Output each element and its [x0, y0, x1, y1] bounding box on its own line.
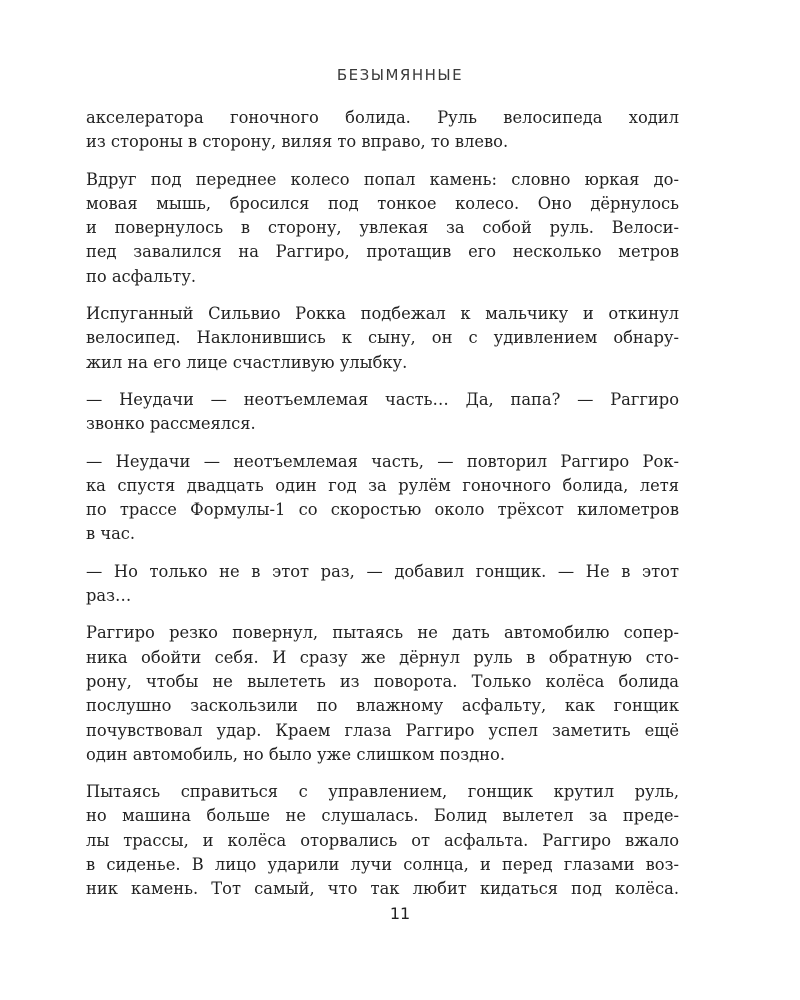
page-number: 11: [389, 904, 411, 923]
paragraph-5: [86, 450, 679, 547]
text-line: послушно заскользили по влажному асфальту, как гонщик: [86, 696, 679, 716]
text-line: Раггиро резко повернул, пытаясь не дать автомобилю сопер-: [86, 623, 679, 643]
paragraph-8: [86, 780, 679, 901]
text-line: один автомобиль, но было уже слишком поздно.: [86, 744, 505, 764]
body-text: [86, 106, 679, 915]
text-line: раз…: [86, 586, 132, 606]
text-line: Испуганный Сильвио Рокка подбежал к мальчику и откинул: [86, 304, 679, 324]
text-line: жил на его лице счастливую улыбку.: [86, 352, 408, 372]
text-line: по асфальту.: [86, 266, 197, 286]
text-line: ника обойти себя. И сразу же дёрнул руль в обратную сто-: [86, 647, 679, 667]
text-line: ник камень. Тот самый, что так любит кидаться под колёса.: [86, 879, 679, 899]
text-line: из стороны в сторону, виляя то вправо, то влево.: [86, 132, 509, 152]
text-line: мовая мышь, бросился под тонкое колесо. Оно дёрнулось: [86, 193, 679, 213]
text-line: лы трассы, и колёса оторвались от асфальта. Раггиро вжало: [86, 830, 679, 850]
paragraph-4: [86, 388, 679, 437]
text-line: — Но только не в этот раз, — добавил гонщик. — Не в этот: [86, 561, 679, 581]
text-line: в сиденье. В лицо ударили лучи солнца, и перед глазами воз-: [86, 855, 679, 875]
paragraph-7: [86, 621, 679, 767]
running-header: БЕЗЫМЯННЫЕ: [336, 66, 464, 84]
paragraph-6: [86, 560, 679, 609]
text-line: Пытаясь справиться с управлением, гонщик крутил руль,: [86, 782, 679, 802]
text-line: велосипед. Наклонившись к сыну, он с удивлением обнару-: [86, 328, 679, 348]
paragraph-1: [86, 106, 679, 155]
text-line: — Неудачи — неотъемлемая часть, — повторил Раггиро Рок-: [86, 451, 679, 471]
text-line: ка спустя двадцать один год за рулём гоночного болида, летя: [86, 475, 679, 495]
text-line: пед завалился на Раггиро, протащив его несколько метров: [86, 242, 679, 262]
paragraph-3: [86, 302, 679, 375]
text-line: почувствовал удар. Краем глаза Раггиро успел заметить ещё: [86, 720, 679, 740]
text-line: и повернулось в сторону, увлекая за собой руль. Велоси-: [86, 218, 679, 238]
text-line: по трассе Формулы-1 со скоростью около трёхсот километров: [86, 500, 679, 520]
text-line: Вдруг под переднее колесо попал камень: словно юркая до-: [86, 169, 679, 189]
text-line: звонко рассмеялся.: [86, 414, 256, 434]
text-line: рону, чтобы не вылететь из поворота. Только колёса болида: [86, 671, 679, 691]
paragraph-2: [86, 168, 679, 289]
text-line: в час.: [86, 524, 136, 544]
text-line: акселератора гоночного болида. Руль велосипеда ходил: [86, 108, 679, 127]
text-line: — Неудачи — неотъемлемая часть… Да, папа? — Раггиро: [86, 389, 679, 409]
text-line: но машина больше не слушалась. Болид вылетел за преде-: [86, 806, 679, 826]
